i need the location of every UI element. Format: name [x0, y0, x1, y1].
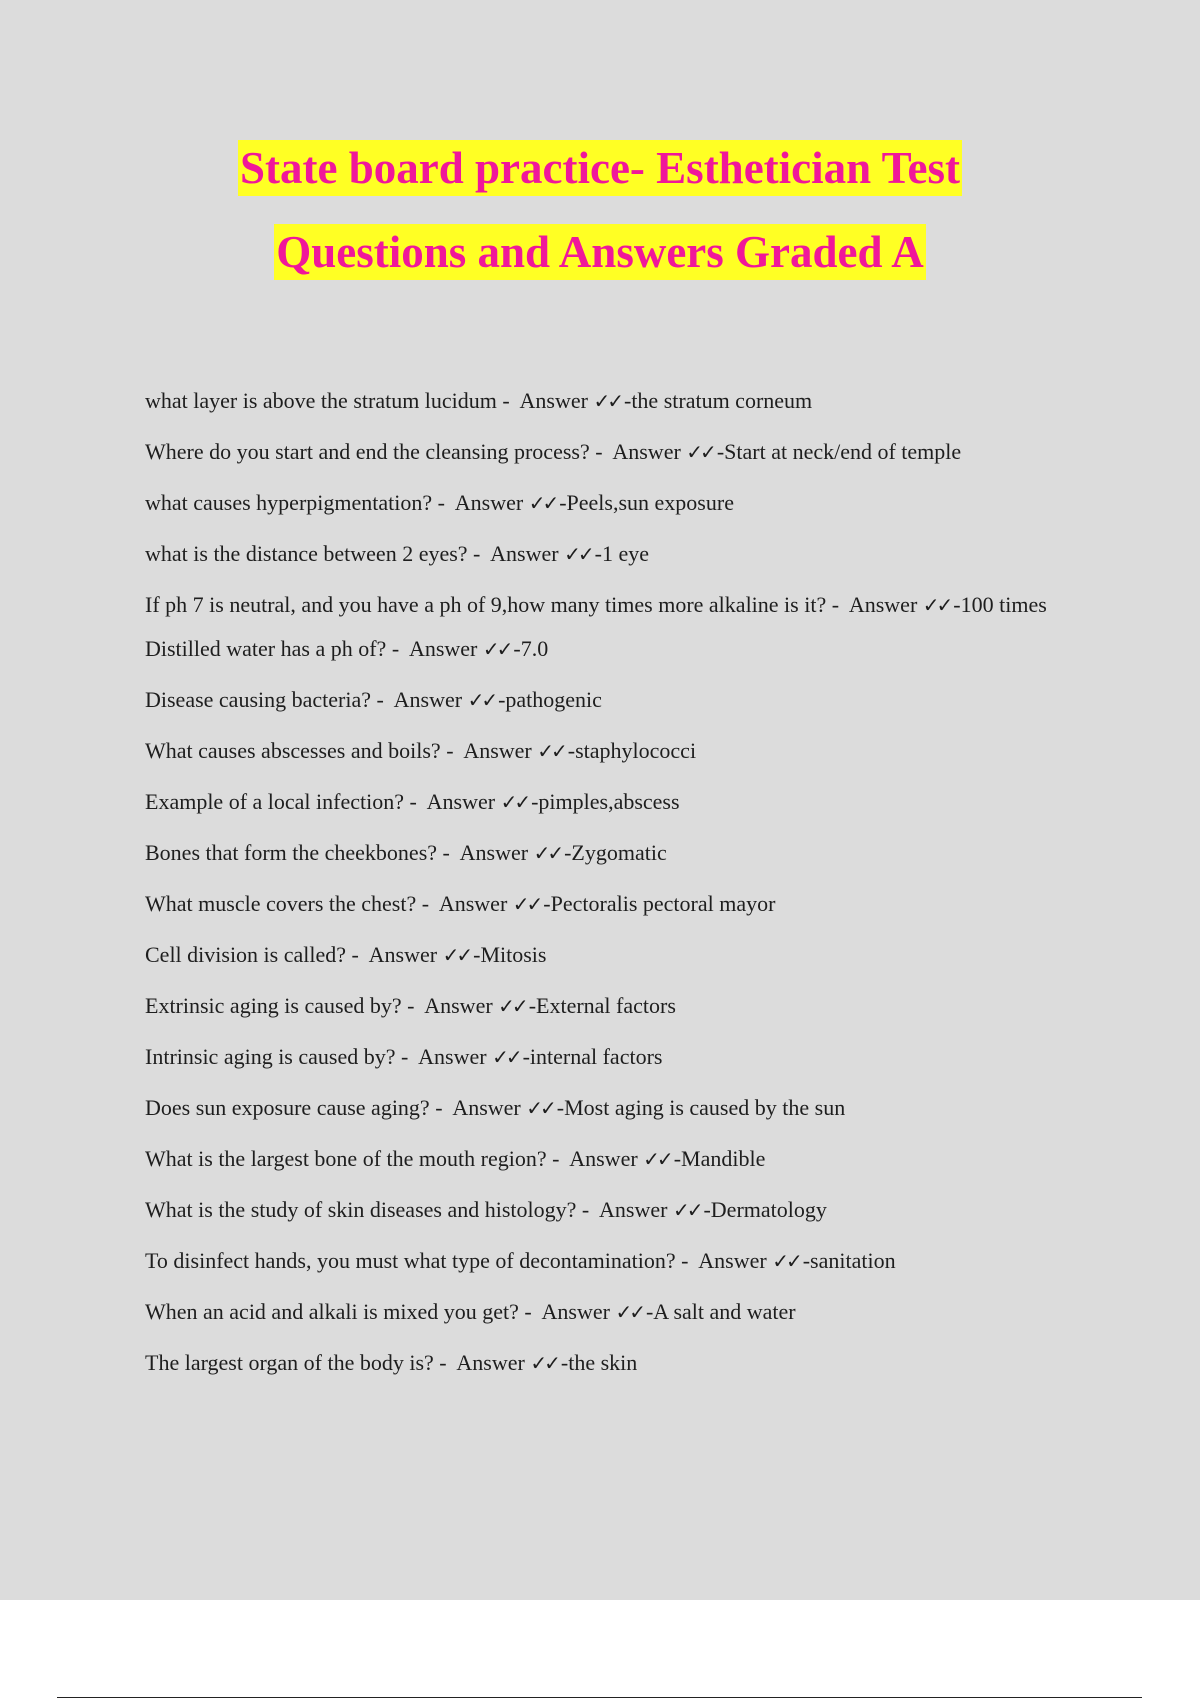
question-text: What muscle covers the chest? — [145, 891, 417, 916]
answer-text: Zygomatic — [571, 840, 667, 865]
answer-label: Answer — [569, 1146, 638, 1171]
qa-item: What muscle covers the chest? - Answer ✓✓ -Pectoralis pectoral mayor — [145, 891, 776, 916]
answer-label: Answer — [490, 541, 559, 566]
qa-item: Where do you start and end the cleansing process? - Answer ✓✓ -Start at neck/end of temple — [145, 439, 962, 464]
question-text: If ph 7 is neutral, and you have a ph of 9,how many times more alkaline is it? — [145, 592, 827, 617]
answer-text: Mandible — [681, 1146, 766, 1171]
answer-text: the stratum corneum — [631, 388, 813, 413]
answer-text: Peels,sun exposure — [566, 490, 734, 515]
double-check-icon: ✓✓ — [672, 1198, 701, 1222]
double-check-icon: ✓✓ — [528, 491, 557, 515]
question-text: The largest organ of the body is? — [145, 1350, 434, 1375]
double-check-icon: ✓✓ — [442, 943, 471, 967]
question-text: Example of a local infection? — [145, 789, 404, 814]
answer-label: Answer — [426, 789, 496, 814]
answer-label: Answer — [368, 942, 438, 967]
double-check-icon: ✓✓ — [530, 1351, 558, 1375]
qa-item: The largest organ of the body is? - Answer ✓✓ -the skin — [145, 1350, 638, 1375]
answer-text: Mitosis — [480, 942, 547, 967]
answer-label: Answer — [612, 439, 681, 464]
question-text: Intrinsic aging is caused by? — [145, 1044, 396, 1069]
double-check-icon: ✓✓ — [526, 1096, 554, 1120]
answer-text: pathogenic — [505, 687, 602, 712]
double-check-icon: ✓✓ — [533, 841, 562, 865]
answer-text: 1 eye — [601, 541, 649, 566]
qa-item: To disinfect hands, you must what type of decontamination? - Answer ✓✓ -sanitation — [145, 1248, 896, 1273]
qa-list — [145, 386, 1090, 1399]
answer-text: Start at neck/end of temple — [724, 439, 962, 464]
question-text: Does sun exposure cause aging? — [145, 1095, 430, 1120]
answer-label: Answer — [408, 636, 478, 661]
question-text: Cell division is called? — [145, 942, 347, 967]
answer-label: Answer — [698, 1248, 767, 1273]
double-check-icon: ✓✓ — [498, 994, 526, 1018]
answer-label: Answer — [393, 687, 463, 712]
double-check-icon: ✓✓ — [593, 389, 621, 413]
answer-text: the skin — [568, 1350, 638, 1375]
answer-label: Answer — [418, 1044, 487, 1069]
answer-label: Answer — [456, 1350, 525, 1375]
qa-item: what causes hyperpigmentation? - Answer ✓✓ -Peels,sun exposure — [145, 490, 734, 515]
qa-item: What is the study of skin diseases and histology? - Answer ✓✓ -Dermatology — [145, 1197, 827, 1222]
title-line-1: State board practice- Esthetician Test — [238, 140, 962, 196]
answer-label: Answer — [541, 1299, 610, 1324]
qa-item: Bones that form the cheekbones? - Answer ✓✓ -Zygomatic — [145, 840, 667, 865]
qa-item: What causes abscesses and boils? - Answer ✓✓ -staphylococci — [145, 738, 697, 763]
answer-label: Answer — [424, 993, 493, 1018]
answer-text: internal factors — [529, 1044, 663, 1069]
answer-label: Answer — [599, 1197, 668, 1222]
double-check-icon: ✓✓ — [467, 688, 496, 712]
answer-text: External factors — [536, 993, 676, 1018]
qa-item: Intrinsic aging is caused by? - Answer ✓✓ -internal factors — [145, 1044, 663, 1069]
answer-text: staphylococci — [575, 738, 697, 763]
answer-text: 7.0 — [520, 636, 549, 661]
question-text: what causes hyperpigmentation? — [145, 490, 433, 515]
answer-label: Answer — [454, 490, 524, 515]
qa-item: what is the distance between 2 eyes? - Answer ✓✓ -1 eye — [145, 541, 649, 566]
question-text: Where do you start and end the cleansing process? — [145, 439, 590, 464]
answer-text: Most aging is caused by the sun — [564, 1095, 846, 1120]
answer-label: Answer — [463, 738, 532, 763]
qa-item: When an acid and alkali is mixed you get? - Answer ✓✓ -A salt and water — [145, 1299, 796, 1324]
question-text: Distilled water has a ph of? — [145, 636, 387, 661]
answer-text: pimples,abscess — [538, 789, 680, 814]
double-check-icon: ✓✓ — [922, 593, 951, 617]
title-line-2: Questions and Answers Graded A — [274, 224, 926, 280]
qa-item: Disease causing bacteria? - Answer ✓✓ -pathogenic — [145, 687, 602, 712]
answer-label: Answer — [452, 1095, 521, 1120]
qa-item: Extrinsic aging is caused by? - Answer ✓✓ -External factors — [145, 993, 676, 1018]
answer-text: A salt and water — [653, 1299, 796, 1324]
document-title — [0, 140, 1200, 308]
answer-label: Answer — [459, 840, 529, 865]
answer-text: 100 times — [960, 592, 1047, 617]
answer-label: Answer — [438, 891, 508, 916]
question-text: Disease causing bacteria? — [145, 687, 371, 712]
question-text: What is the largest bone of the mouth region? — [145, 1146, 547, 1171]
double-check-icon: ✓✓ — [492, 1045, 520, 1069]
double-check-icon: ✓✓ — [482, 637, 511, 661]
qa-item: Example of a local infection? - Answer ✓✓ -pimples,abscess — [145, 789, 680, 814]
question-text: Extrinsic aging is caused by? — [145, 993, 402, 1018]
answer-label: Answer — [519, 388, 588, 413]
answer-text: Pectoralis pectoral mayor — [550, 891, 776, 916]
double-check-icon: ✓✓ — [643, 1147, 671, 1171]
qa-item: If ph 7 is neutral, and you have a ph of 9,how many times more alkaline is it? - Answer ✓✓ -100 times — [145, 592, 1047, 617]
double-check-icon: ✓✓ — [512, 892, 541, 916]
qa-item: what layer is above the stratum lucidum - Answer ✓✓ -the stratum corneum — [145, 388, 813, 413]
qa-item: What is the largest bone of the mouth region? - Answer ✓✓ -Mandible — [145, 1146, 766, 1171]
qa-item: Cell division is called? - Answer ✓✓ -Mitosis — [145, 942, 547, 967]
double-check-icon: ✓✓ — [772, 1249, 800, 1273]
question-text: What causes abscesses and boils? — [145, 738, 441, 763]
answer-text: Dermatology — [710, 1197, 827, 1222]
question-text: Bones that form the cheekbones? — [145, 840, 438, 865]
qa-item: Does sun exposure cause aging? - Answer ✓✓ -Most aging is caused by the sun — [145, 1095, 846, 1120]
question-text: To disinfect hands, you must what type of decontamination? — [145, 1248, 676, 1273]
double-check-icon: ✓✓ — [537, 739, 565, 763]
answer-text: sanitation — [810, 1248, 896, 1273]
question-text: What is the study of skin diseases and histology? — [145, 1197, 577, 1222]
answer-label: Answer — [848, 592, 918, 617]
question-text: When an acid and alkali is mixed you get? — [145, 1299, 519, 1324]
footer-divider — [57, 1697, 1142, 1698]
qa-item: Distilled water has a ph of? - Answer ✓✓ -7.0 — [145, 636, 549, 661]
question-text: what is the distance between 2 eyes? — [145, 541, 468, 566]
double-check-icon: ✓✓ — [500, 790, 529, 814]
double-check-icon: ✓✓ — [564, 542, 592, 566]
double-check-icon: ✓✓ — [686, 440, 714, 464]
double-check-icon: ✓✓ — [615, 1300, 643, 1324]
question-text: what layer is above the stratum lucidum — [145, 388, 497, 413]
